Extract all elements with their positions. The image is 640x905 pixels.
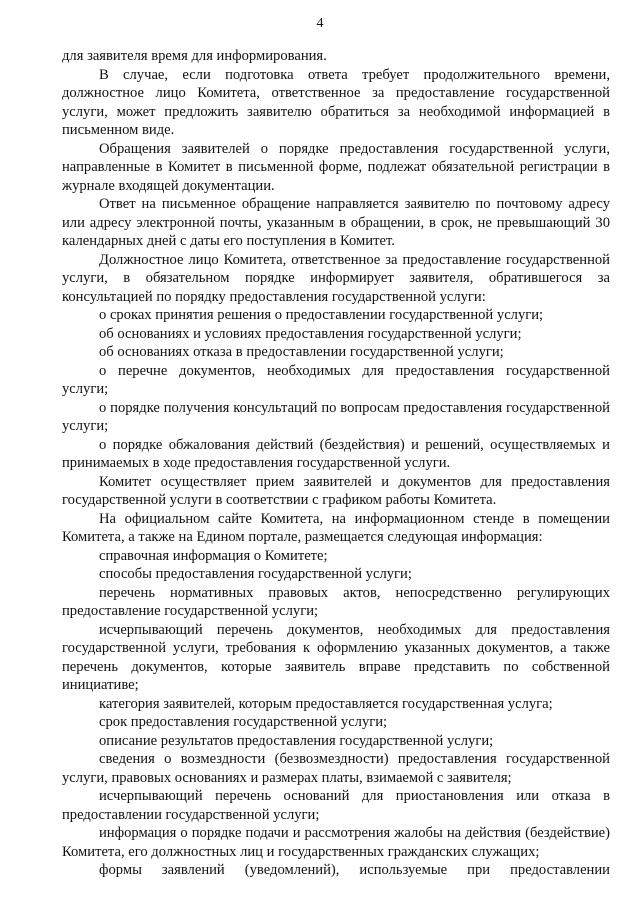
list-item: способы предоставления государственной услуги; — [99, 566, 412, 582]
list-item: исчерпывающий перечень документов, необходимых для предоставления государственной услуги, требования к оформлению указанных документов, а также перечень документов, которые заявитель вправе представить по собственной инициативе; — [62, 621, 610, 693]
list-item: о порядке получения консультаций по вопросам предоставления государственной услуги; — [62, 399, 610, 434]
list-item: исчерпывающий перечень оснований для приостановления или отказа в предоставлении государственной услуги; — [62, 788, 610, 823]
paragraph: Обращения заявителей о порядке предоставления государственной услуги, направленные в Комитет в письменной форме, подлежат обязательной регистрации в журнале входящей документации. — [62, 140, 610, 194]
list-item: категория заявителей, которым предоставляется государственная услуга; — [99, 695, 553, 712]
list-item: формы заявлений (уведомлений), используемые при предоставлении — [99, 862, 610, 878]
paragraph: для заявителя время для информирования. — [62, 48, 327, 64]
list-item: о сроках принятия решения о предоставлении государственной услуги; — [99, 307, 544, 323]
paragraph: Должностное лицо Комитета, ответственное за предоставление государственной услуги, в обязательном порядке информирует заявителя, обратившегося за консультацией по порядку предоставления государственной услуги: — [62, 251, 610, 305]
paragraph: Комитет осуществляет прием заявителей и документов для предоставления государственной услуги в соответствии с графиком работы Комитета. — [62, 473, 610, 508]
list-item: справочная информация о Комитете; — [99, 547, 328, 564]
paragraph: В случае, если подготовка ответа требует продолжительного времени, должностное лицо Комитета, ответственное за предоставление государственной услуги, может предложить заявителю обратиться за необходимой информацией в письменном виде. — [62, 66, 610, 138]
paragraph: На официальном сайте Комитета, на информационном стенде в помещении Комитета, а также на Едином портале, размещается следующая информация: — [62, 510, 610, 545]
page-number: 4 — [316, 16, 324, 31]
list-item: об основаниях и условиях предоставления государственной услуги; — [99, 325, 522, 342]
list-item: об основаниях отказа в предоставлении государственной услуги; — [99, 344, 504, 360]
list-item: о порядке обжалования действий (бездействия) и решений, осуществляемых и принимаемых в ходе предоставления государственной услуги. — [62, 436, 610, 471]
list-item: информация о порядке подачи и рассмотрения жалобы на действия (бездействие) Комитета, его должностных лиц и государственных гражданских служащих; — [62, 825, 610, 860]
list-item: срок предоставления государственной услуги; — [99, 714, 388, 730]
list-item: о перечне документов, необходимых для предоставления государственной услуги; — [62, 362, 610, 397]
paragraph: Ответ на письменное обращение направляется заявителю по почтовому адресу или адресу электронной почты, указанным в обращении, в срок, не превышающий 30 календарных дней с даты его поступления в Комитет. — [62, 196, 610, 249]
list-item: сведения о возмездности (безвозмездности) предоставления государственной услуги, правовых основаниях и размерах платы, взимаемой с заявителя; — [62, 751, 610, 786]
list-item: описание результатов предоставления государственной услуги; — [99, 732, 494, 749]
list-item: перечень нормативных правовых актов, непосредственно регулирующих предоставление государственной услуги; — [62, 584, 610, 619]
document-body — [62, 47, 610, 880]
